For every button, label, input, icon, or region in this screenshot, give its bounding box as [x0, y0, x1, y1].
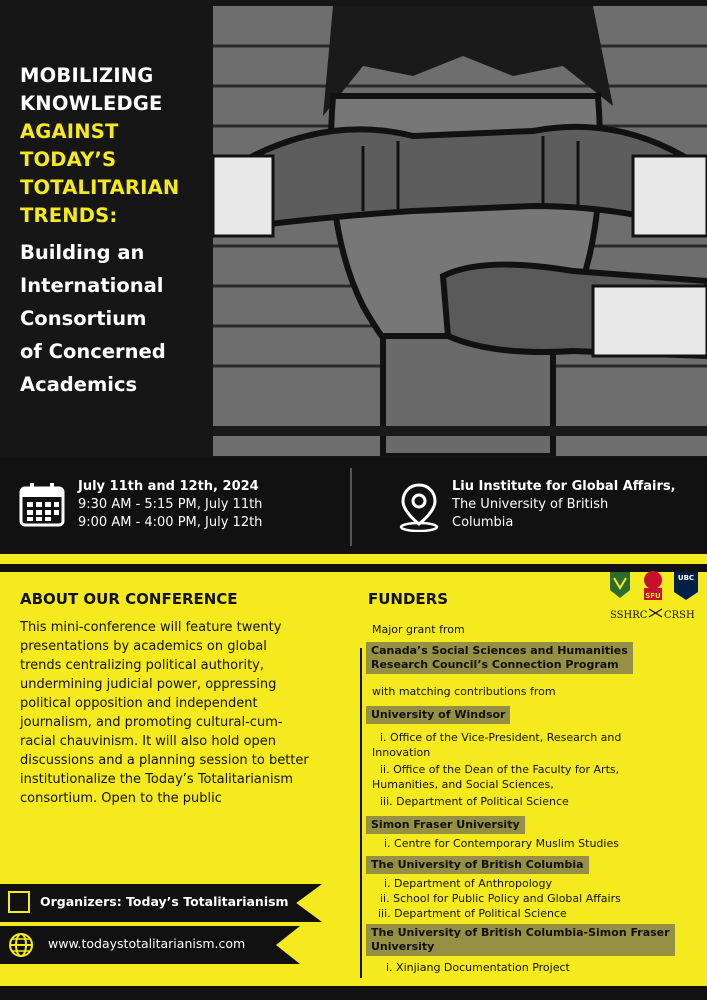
funder-note: with matching contributions from — [372, 685, 556, 698]
event-time-day2: 9:00 AM - 4:00 PM, July 12th — [78, 515, 263, 530]
sfu-logo-icon — [644, 571, 662, 600]
covered-face-illustration — [213, 6, 707, 456]
funder-item: iii. Department of Political Science — [380, 795, 569, 808]
funder-box-sshrc — [366, 642, 633, 674]
funder-item: iii. Department of Political Science — [378, 907, 567, 920]
divider — [350, 468, 352, 546]
sshrc-logo-icon — [610, 572, 630, 598]
funder-line: Research Council’s Connection Program — [371, 658, 619, 671]
funder-box-ubc-sfu — [366, 924, 675, 956]
black-stripe — [0, 564, 707, 572]
funder-note: Major grant from — [372, 623, 465, 636]
title-line: TODAY’S — [20, 148, 117, 171]
svg-text:CRSH: CRSH — [664, 610, 695, 621]
funder-box-windsor: University of Windsor — [366, 706, 510, 724]
about-body: This mini-conference will feature twenty presentations by academics on global trends centralizing political authority, undermining judicial power, oppressing political opposition and independent journalism, and promoting cultural-cum-racial chauvinism. It will also hold open discussions and a planning session to better institutionalize the Today’s Totalitarianism consortium. Open to the public — [20, 620, 309, 806]
funder-item: i. Centre for Contemporary Muslim Studies — [384, 837, 619, 850]
title-block — [0, 0, 213, 458]
funder-line: University — [371, 940, 435, 953]
title-line: MOBILIZING — [20, 64, 154, 87]
svg-text:SFU: SFU — [645, 592, 661, 600]
funder-item: i. Office of the Vice-President, Research and — [380, 731, 622, 744]
event-date-range: July 11th and 12th, 2024 — [78, 479, 259, 494]
venue-line: Columbia — [452, 515, 514, 530]
funder-line: Canada’s Social Sciences and Humanities — [371, 644, 628, 657]
about-heading: ABOUT OUR CONFERENCE — [20, 590, 238, 608]
footer-bar — [0, 986, 707, 1000]
woodcut-illustration — [213, 6, 707, 456]
funder-item: i. Department of Anthropology — [384, 877, 552, 890]
globe-icon — [8, 932, 34, 958]
website-link[interactable]: www.todaystotalitarianism.com — [48, 936, 246, 951]
subtitle — [20, 236, 213, 401]
subtitle-line: Academics — [20, 373, 138, 396]
venue-line: The University of British — [452, 497, 609, 512]
subtitle-line: Building an — [20, 241, 145, 264]
funder-item: i. Xinjiang Documentation Project — [386, 961, 570, 974]
funder-box-sfu: Simon Fraser University — [366, 816, 525, 834]
funder-box-ubc: The University of British Columbia — [366, 856, 589, 874]
subtitle-line: of Concerned — [20, 340, 166, 363]
organizer-logo-icon — [8, 891, 30, 913]
funder-item: Humanities, and Social Sciences, — [372, 778, 554, 791]
funder-item: Innovation — [372, 746, 431, 759]
calendar-icon — [18, 482, 66, 528]
organizers-text: Organizers: Today’s Totalitarianism — [40, 894, 289, 909]
location-pin-icon — [396, 482, 442, 532]
svg-text:SSHRC: SSHRC — [610, 610, 648, 621]
subtitle-line: Consortium — [20, 307, 147, 330]
funders-heading: FUNDERS — [368, 590, 449, 608]
funder-item: ii. Office of the Dean of the Faculty for Arts, — [380, 763, 620, 776]
funder-item: ii. School for Public Policy and Global Affairs — [380, 892, 621, 905]
event-time-day1: 9:30 AM - 5:15 PM, July 11th — [78, 497, 263, 512]
title-line: TOTALITARIAN — [20, 176, 180, 199]
funder-logos — [608, 570, 704, 622]
ubc-logo-icon — [674, 572, 698, 600]
funders-rule — [360, 648, 362, 978]
venue-name: Liu Institute for Global Affairs, — [452, 479, 676, 494]
event-venue — [452, 478, 676, 532]
event-dates — [78, 478, 262, 532]
title-line: AGAINST — [20, 120, 119, 143]
svg-text:UBC: UBC — [677, 574, 695, 582]
yellow-stripe — [0, 554, 707, 564]
subtitle-line: International — [20, 274, 164, 297]
title-line: KNOWLEDGE — [20, 92, 163, 115]
title-line: TRENDS: — [20, 204, 118, 227]
funder-line: The University of British Columbia-Simon Fraser — [371, 926, 670, 939]
